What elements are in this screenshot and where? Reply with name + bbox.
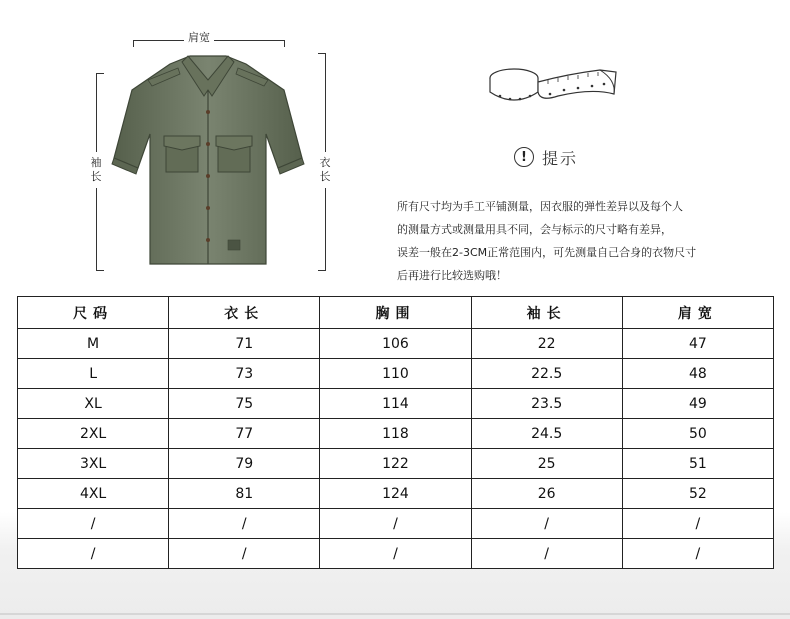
cell-length: 81 <box>169 479 320 509</box>
cell-chest: / <box>320 509 471 539</box>
sleeve-length-label: 袖长 <box>89 152 103 188</box>
shirt-icon <box>108 50 308 270</box>
exclamation-icon: ! <box>514 147 534 167</box>
cell-size: / <box>18 509 169 539</box>
shoulder-width-label: 肩宽 <box>184 31 214 45</box>
cell-shoulder: 48 <box>622 359 773 389</box>
cell-shoulder: 47 <box>622 329 773 359</box>
table-row <box>18 329 774 359</box>
header-shoulder: 肩宽 <box>622 297 773 329</box>
cell-shoulder: 52 <box>622 479 773 509</box>
cell-length: / <box>169 539 320 569</box>
note-line: 的测量方式或测量用具不同，会与标示的尺寸略有差异， <box>397 223 672 236</box>
cell-sleeve: 22.5 <box>471 359 622 389</box>
cell-size: L <box>18 359 169 389</box>
cell-size: 3XL <box>18 449 169 479</box>
cell-chest: 106 <box>320 329 471 359</box>
note-line: 所有尺寸均为手工平铺测量，因衣服的弹性差异以及每个人 <box>397 200 683 213</box>
cell-chest: 118 <box>320 419 471 449</box>
header-length: 衣长 <box>169 297 320 329</box>
cell-size: 4XL <box>18 479 169 509</box>
cell-sleeve: 26 <box>471 479 622 509</box>
table-row <box>18 389 774 419</box>
cell-sleeve: 22 <box>471 329 622 359</box>
cell-chest: 110 <box>320 359 471 389</box>
cell-size: / <box>18 539 169 569</box>
size-chart-table <box>17 296 774 569</box>
cell-sleeve: 24.5 <box>471 419 622 449</box>
cell-sleeve: / <box>471 509 622 539</box>
cell-chest: 122 <box>320 449 471 479</box>
hint-title: 提示 <box>542 148 579 168</box>
cell-shoulder: 50 <box>622 419 773 449</box>
hint-header <box>514 146 578 168</box>
header-chest: 胸围 <box>320 297 471 329</box>
table-row <box>18 419 774 449</box>
cell-shoulder: / <box>622 509 773 539</box>
cell-sleeve: 23.5 <box>471 389 622 419</box>
garment-length-label: 衣长 <box>318 152 332 188</box>
table-row <box>18 449 774 479</box>
cell-size: 2XL <box>18 419 169 449</box>
cell-size: M <box>18 329 169 359</box>
cell-chest: 124 <box>320 479 471 509</box>
table-row <box>18 479 774 509</box>
cell-shoulder: 49 <box>622 389 773 419</box>
cell-length: 71 <box>169 329 320 359</box>
cell-chest: / <box>320 539 471 569</box>
measurement-note <box>397 195 777 287</box>
header-size: 尺码 <box>18 297 169 329</box>
table-row <box>18 509 774 539</box>
table-row <box>18 539 774 569</box>
header-sleeve: 袖长 <box>471 297 622 329</box>
table-header-row <box>18 297 774 329</box>
note-line: 后再进行比较选购哦！ <box>397 269 507 282</box>
cell-length: 77 <box>169 419 320 449</box>
cell-size: XL <box>18 389 169 419</box>
cell-sleeve: / <box>471 539 622 569</box>
cell-sleeve: 25 <box>471 449 622 479</box>
measuring-tape-icon <box>488 64 620 114</box>
cell-shoulder: / <box>622 539 773 569</box>
cell-length: 73 <box>169 359 320 389</box>
cell-length: / <box>169 509 320 539</box>
cell-shoulder: 51 <box>622 449 773 479</box>
note-line: 误差一般在2-3CM正常范围内，可先测量自己合身的衣物尺寸 <box>397 246 697 259</box>
cell-chest: 114 <box>320 389 471 419</box>
cell-length: 79 <box>169 449 320 479</box>
cell-length: 75 <box>169 389 320 419</box>
table-row <box>18 359 774 389</box>
